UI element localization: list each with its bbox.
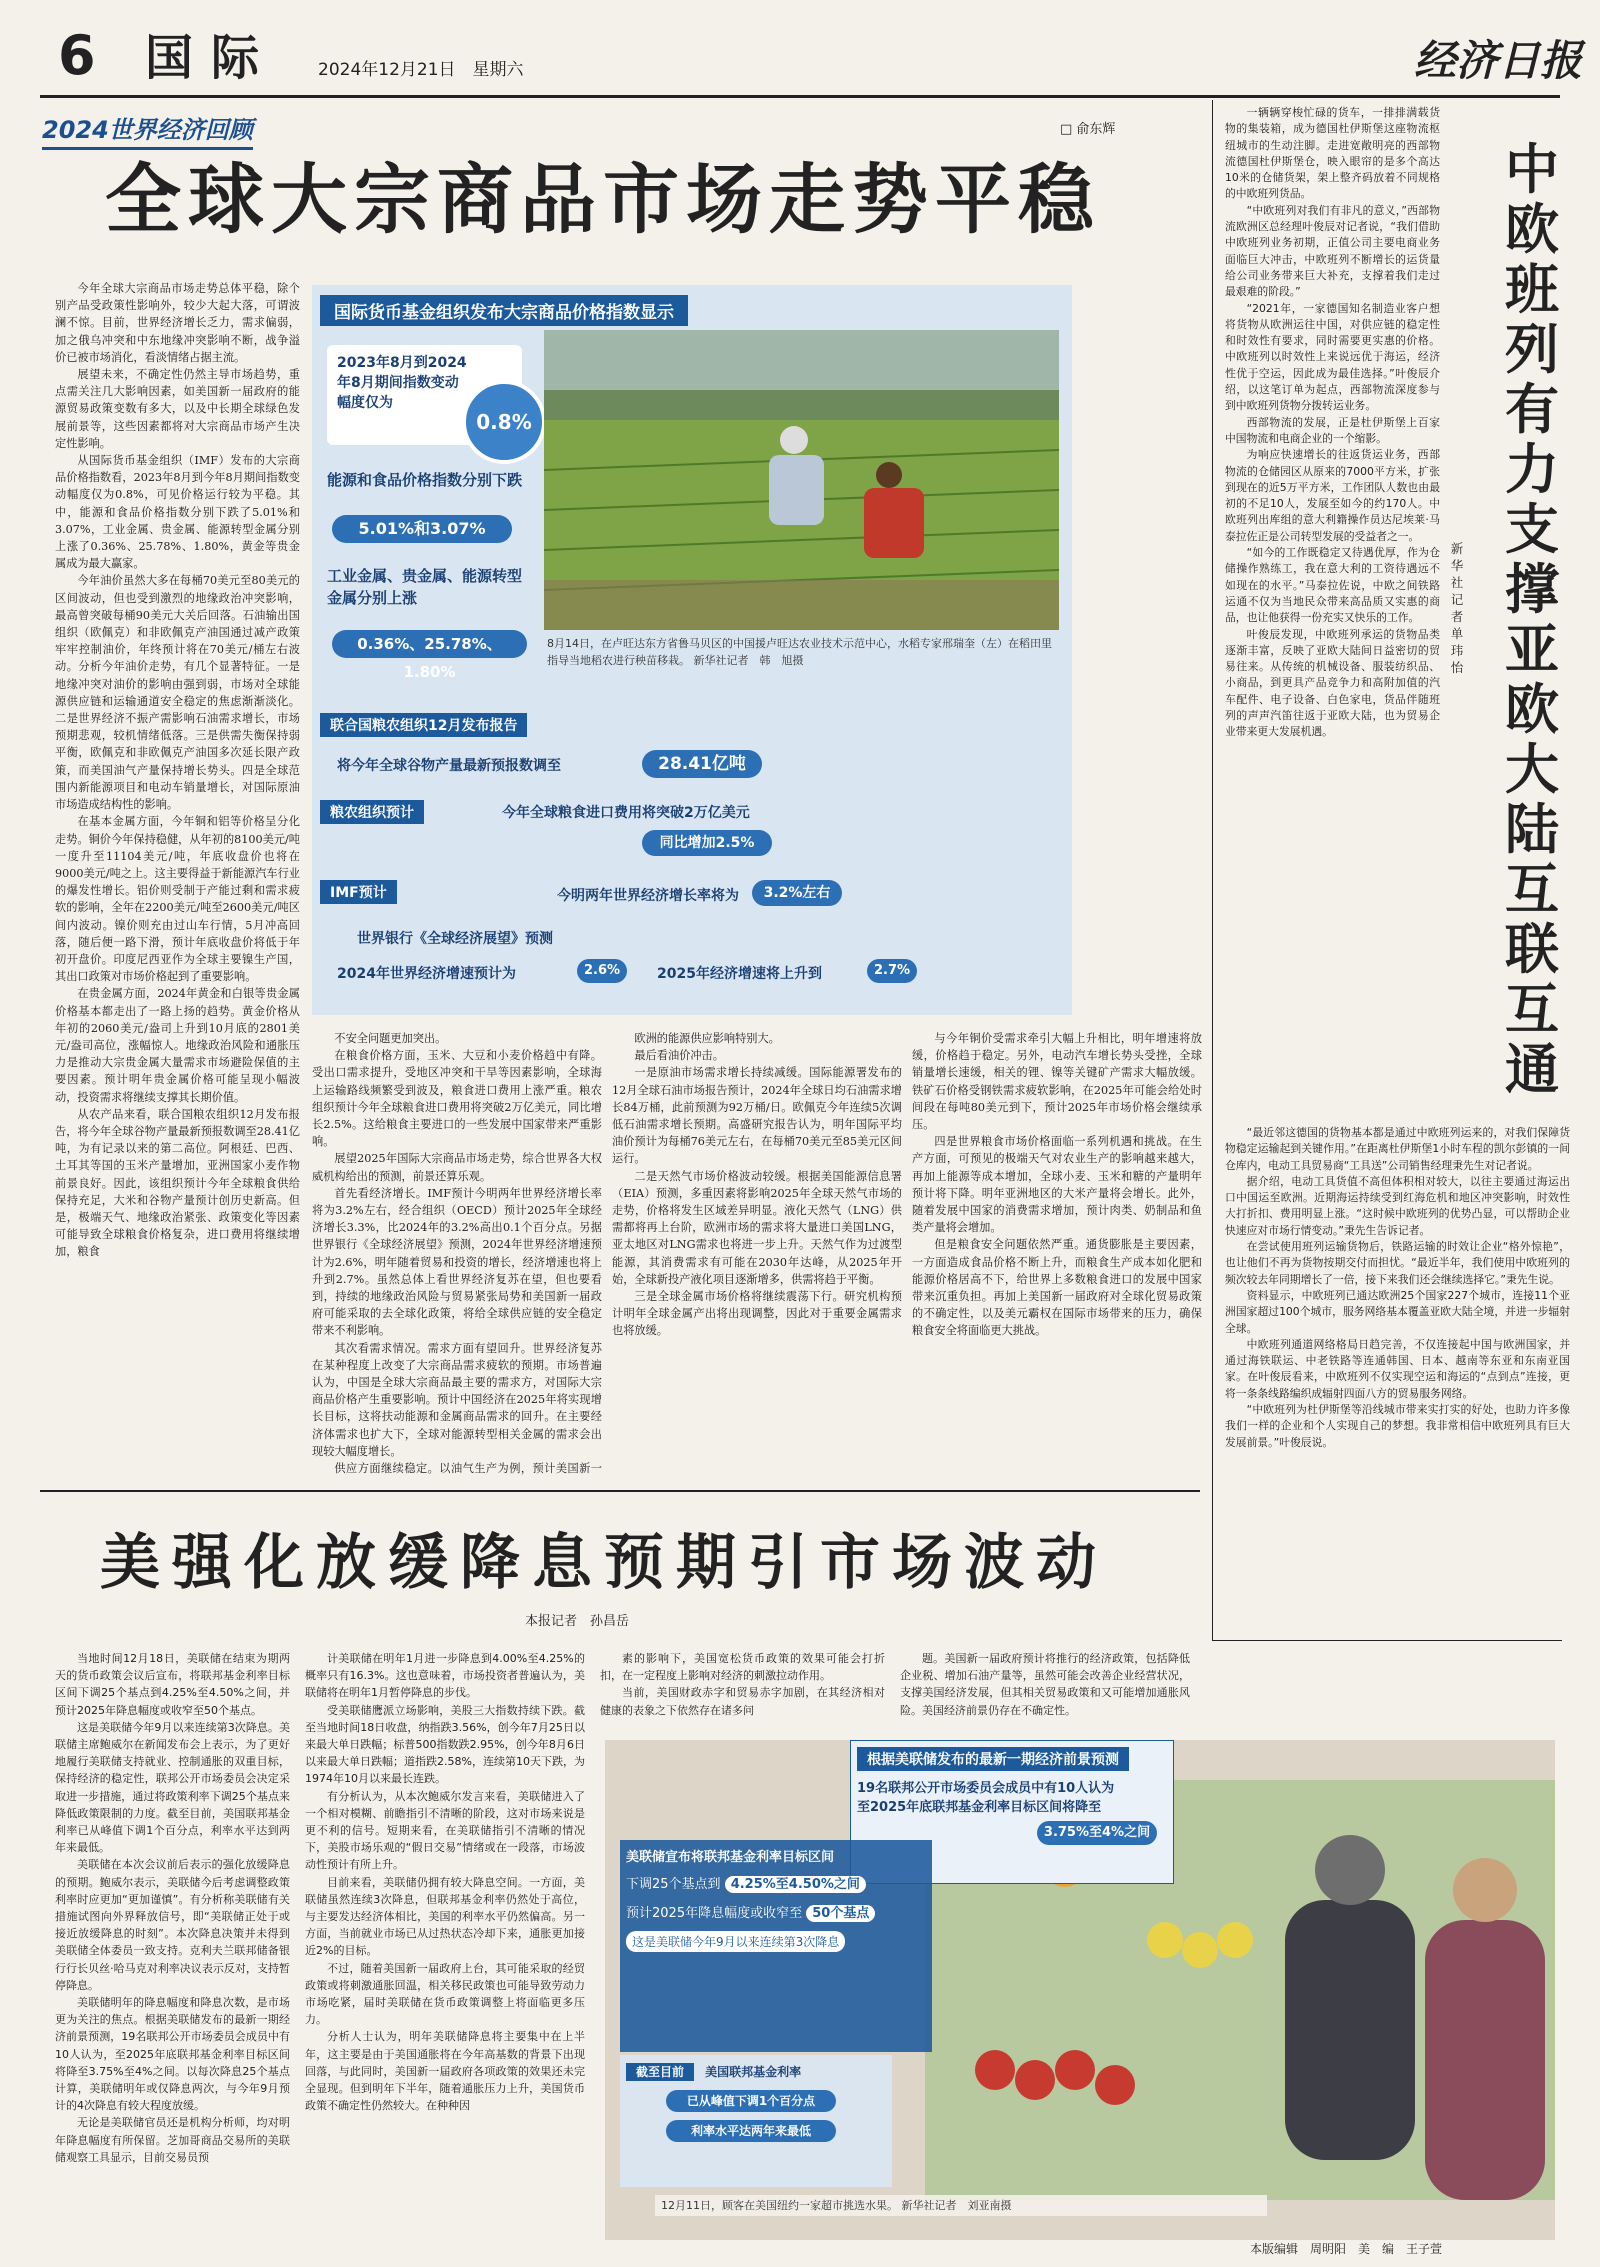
paragraph: 供应方面继续稳定。以油气生产为例，预计美国新一 [334, 1462, 602, 1475]
paragraph: 今年油价虽然大多在每桶70美元至80美元的区间波动，但也受到激烈的地缘政治冲突影响，最高曾突破每桶90美元大关后回落。石油输出国组织（欧佩克）和非欧佩克产油国通过减产政策牢牢控制油价，年终预计将在70美元/桶左右波动。分析今年油价走势，有几个显著特征。一是地缘冲突对油价的影响由强到弱，市场对全球能源供应链和运输通道安全稳定的焦虑渐渐淡化。二是世界经济不振产需影响石油需求增长，市场预期悲观，较机情绪低落。三是供需失衡保持弱平衡，欧佩克和非欧佩克产油国多次延长限产政策，而美国油气产量保持增长势头。四是全球范围内新能源项目和电动车销量增长，对国际原油市场造成结构性的影响。 [55, 574, 300, 812]
fed-rate-row2: 利率水平达两年来最低 [666, 2120, 836, 2142]
paragraph: 美联储明年的降息幅度和降息次数，是市场更为关注的焦点。根据美联储发布的最新一期经济前景预测，19名联邦公开市场委员会成员中有10人认为，至2025年底联邦基金利率目标区间将降至3.75%至4%之间。以每次降息25个基点计算，美联储明年或仅降息两次，与今年9月预计的4次降息有较大程度放缓。 [55, 1996, 290, 2113]
wb-2025-label: 2025年经济增速将上升到 [657, 966, 822, 982]
fed-forecast-line1: 19名联邦公开市场委员会成员中有10人认为 [857, 1781, 1115, 1796]
paragraph: 从国际货币基金组织（IMF）发布的大宗商品价格指数看，2023年8月到今年8月期间指数变动幅度仅为0.8%，可见价格运行较为平稳。其中，能源和食品价格指数分别下跌了5.01%和3.07%，工业金属、贵金属、能源转型金属分别上涨了0.36%、25.78%、1.80%，黄金等贵金属成为最大赢家。 [55, 454, 300, 571]
paragraph: 这是美联储今年9月以来连续第3次降息。美联储主席鲍威尔在新闻发布会上表示，为了更好地履行美联储支持就业、控制通胀的双重目标，保持经济的稳定性，联邦公开市场委员会决定采取进一步措施，通过将政策利率下调25个基点来降低政策限制的力度。截至目前，美国联邦基金利率已从峰值下调1个百分点，利率水平达到两年来最低。 [55, 1720, 290, 1855]
photo-caption-text: 8月14日，在卢旺达东方省鲁马贝区的中国援卢旺达农业技术示范中心，水稻专家邢瑞奎（左）在稻田里指导当地稻农进行秧苗移栽。 [547, 637, 1052, 667]
fed-decision-row2-value: 50个基点 [806, 1905, 875, 1922]
paragraph: 当前，美国财政赤字和贸易赤字加剧，在其经济相对健康的表象之下依然存在诸多问 [600, 1686, 885, 1717]
editors-credit: 本版编辑 周明阳 美 编 王子萱 [1250, 2242, 1443, 2256]
sidebar-column-top [1225, 105, 1440, 1115]
imf-growth-value: 3.2%左右 [752, 880, 842, 906]
fed-decision-row2-label: 预计2025年降息幅度或收窄至 [626, 1906, 803, 1921]
grain-output-label: 将今年全球谷物产量最新预报数调至 [337, 758, 561, 774]
article1-kicker: 2024世界经济回顾 [42, 110, 253, 150]
paragraph: 不过，随着美国新一届政府上台，其可能采取的经贸政策或将刺激通胀回温，相关移民政策也可能导致劳动力市场吃紧，届时美联储在货币政策调整上将面临更多压力。 [305, 1961, 585, 2027]
article1-byline: □ 俞东辉 [1060, 122, 1116, 137]
fed-decision-panel [620, 1840, 932, 2052]
paragraph: 当地时间12月18日，美联储在结束为期两天的货币政策会议后宣布，将联邦基金利率目标区间下调25个基点到4.25%至4.50%之间，并预计2025年降息幅度或收窄至50个基点。 [55, 1652, 290, 1717]
paragraph: 有分析认为，从本次鲍威尔发言来看，美联储进入了一个相对模糊、前瞻指引不清晰的阶段，这对市场来说是更不利的信号。短期来看，在美联储指引不清晰的情况下，美股市场乐观的“假日交易”情绪或在一段落，市场波动性预计有所上升。 [305, 1789, 585, 1872]
fao-report-tag: 联合国粮农组织12月发布报告 [320, 713, 527, 737]
paragraph: 一是原油市场需求增长持续减缓。国际能源署发布的12月全球石油市场报告预计，2024年全球日均石油需求增长84万桶，此前预测为92万桶/日。欧佩克今年连续5次调低石油需求增长预期。高盛研究报告认为，明年国际平均油价预计为每桶76美元左右，在每桶70美元至85美元区间运行。 [612, 1066, 902, 1166]
paragraph: 不安全问题更加突出。 [334, 1032, 447, 1045]
article2-byline: 本报记者 孙昌岳 [525, 1614, 630, 1629]
paragraph: 计美联储在明年1月进一步降息到4.00%至4.25%的概率只有16.3%。这也意味着，市场投资者普遍认为，美联储将在明年1月暂停降息的步伐。 [305, 1652, 585, 1700]
fed-decision-row2 [626, 1902, 926, 1921]
paragraph: 在粮食价格方面，玉米、大豆和小麦价格趋中有降。受出口需求提升，受地区冲突和干旱等因素影响，全球海上运输路线频繁受到波及，粮食进口费用上涨严重。粮农组织预计今年全球粮食进口费用将突破2万亿美元，同比增长2.5%。这给粮食主要进口的一些发展中国家带来严重影响。 [312, 1049, 602, 1149]
metals-value: 0.36%、25.78%、1.80% [332, 630, 527, 658]
fed-rate-tag: 截至目前 [626, 2063, 694, 2081]
fed-forecast-value: 3.75%至4%之间 [1037, 1821, 1157, 1845]
paragraph: 叶俊辰发现，中欧班列承运的货物品类逐渐丰富，反映了亚欧大陆间日益密切的贸易往来。从传统的机械设备、服装纺织品、小商品，到更具产品竞争力和高附加值的汽车配件、电子设备、白色家电，货品伴随班列的声声汽笛往返于亚欧大陆，也为贸易企业带来更大发展机遇。 [1225, 627, 1440, 739]
fed-photo-caption-text: 12月11日，顾客在美国纽约一家超市挑选水果。 [661, 2199, 898, 2212]
paragraph: 一辆辆穿梭忙碌的货车，一排排满载货物的集装箱，成为德国杜伊斯堡这座物流枢纽城市的生动注脚。走进宽敞明亮的西部物流德国杜伊斯堡仓，映入眼帘的是多个高达10米的仓储货架，架上整齐码放着不同规格的中欧班列货品。 [1225, 106, 1440, 201]
paragraph: 受美联储鹰派立场影响，美股三大指数持续下跌。截至当地时间18日收盘，纳指跌3.56%，创今年7月25日以来最大单日跌幅；标普500指数跌2.95%，创今年8月6日以来最大单日跌幅；道指跌2.58%，连续第10天下跌，为1974年10月以来最长连跌。 [305, 1703, 585, 1786]
paragraph: 最后看油价冲击。 [634, 1049, 724, 1063]
fed-decision-row1-label: 下调25个基点到 [626, 1877, 721, 1892]
paragraph: 据介绍，电动工具货值不高但体积相对较大，以往主要通过海运出口中国运至欧洲。近期海运持续受到红海危机和地区冲突影响，时效性大打折扣、费用明显上涨。“这时候中欧班列的优势凸显，可以帮助企业快速应对市场行情变动。”秉先生告诉记者。 [1225, 1174, 1570, 1237]
article2-column-2 [305, 1650, 585, 2240]
article2-column-3 [600, 1650, 885, 1730]
paragraph: 今年全球大宗商品市场走势总体平稳，除个别产品受政策性影响外，较少大起大落，可谓波澜不惊。目前，世界经济增长乏力，需求偏弱，加之俄乌冲突和中东地缘冲突影响不断，战争溢价已被市场消化，看淡情绪占据主流。 [55, 282, 300, 364]
article2-headline: 美强化放缓降息预期引市场波动 [100, 1528, 1108, 1598]
fed-rate-panel [620, 2055, 892, 2187]
fed-decision-row1-value: 4.25%至4.50%之间 [725, 1876, 866, 1893]
sidebar-byline: 新华社记者 单玮怡 [1450, 541, 1476, 675]
paragraph: 从农产品来看，联合国粮农组织12月发布报告，将今年全球谷物产量最新预报数调至28.41亿吨，为有记录以来的第二高位。阿根廷、巴西、土耳其等国的玉米产量增加，亚洲国家小麦作物前景良好。因此，该组织预计今年全球粮食供给保持充足，大米和谷物产量预计创历史新高。但是，极端天气、地缘政治紧张、政策变化等因素可能导致全球粮食价格复杂，进口费用将继续增加，粮食 [55, 1107, 300, 1259]
sidebar-rule [1212, 100, 1213, 1640]
paragraph: 展望2025年国际大宗商品市场走势，综合世界各大权威机构给出的预测，前景还算乐观。 [312, 1152, 602, 1183]
paragraph: “中欧班列对我们有非凡的意义，”西部物流欧洲区总经理叶俊辰对记者说，“我们借助中欧班列业务初期，正值公司主要电商业务面临巨大冲击，中欧班列不断增长的运货量给公司业务带来巨大补充，支撑着我们走过最艰难的阶段。” [1225, 203, 1440, 299]
fao-forecast-tag: 粮农组织预计 [320, 800, 424, 824]
paragraph: 中欧班列通道网络格局日趋完善，不仅连接起中国与欧洲国家，并通过海铁联运、中老铁路等连通韩国、日本、越南等东亚和东南亚国家。在叶俊辰看来，中欧班列不仅实现空运和海运的“点到点”连接，更将一条条线路编织成辐射四面八方的贸易服务网络。 [1225, 1337, 1570, 1400]
infographic-title: 国际货币基金组织发布大宗商品价格指数显示 [320, 295, 688, 326]
sidebar-bottom-rule [1212, 1640, 1562, 1641]
paragraph: “中欧班列为杜伊斯堡等沿线城市带来实打实的好处，也助力许多像我们一样的企业和个人实现自己的梦想。我非常相信中欧班列具有巨大发展前景。”叶俊辰说。 [1225, 1403, 1570, 1449]
paragraph: 素的影响下，美国宽松货币政策的效果可能会打折扣，在一定程度上影响对经济的刺激拉动作用。 [600, 1652, 885, 1683]
index-change-label: 2023年8月到2024年8月期间指数变动幅度仅为 [337, 355, 467, 411]
sidebar-column-bottom [1225, 1125, 1570, 1635]
paragraph: 在尝试使用班列运输货物后，铁路运输的时效让企业“格外惊艳”，也让他们不再为货物按期交付而担忧。“最近半年，我们使用中欧班列的频次较去年同期增长了一倍，接下来我们还会继续选择它。”秉先生说。 [1225, 1240, 1570, 1286]
metals-label: 工业金属、贵金属、能源转型金属分别上涨 [327, 567, 523, 607]
paragraph: 展望未来，不确定性仍然主导市场趋势，重点需关注几大影响因素，如美国新一届政府的能源贸易政策变数有多大，以及中长期全球绿色发展前景等，这些因素都将对大宗商品市场产生决定性影响。 [55, 368, 300, 450]
paragraph: 题。美国新一届政府预计将推行的经济政策，包括降低企业税、增加石油产量等，虽然可能会改善企业经营状况，支撑美国经济发展，但其相关贸易政策和又可能增加通胀风险。美国经济前景仍存在不确定性。 [900, 1652, 1190, 1717]
rice-field-photo [544, 330, 1059, 630]
food-import-label: 今年全球粮食进口费用将突破2万亿美元 [502, 805, 750, 821]
paragraph: 分析人士认为，明年美联储降息将主要集中在上半年，这主要是由于美国通胀将在今年高基数的背景下出现回落，与此同时，美国新一届政府各项政策的效果还未完全显现。但到明年下半年，随着通胀压力上升，美国货币政策不确定性仍然较大。在种种因 [305, 2030, 585, 2113]
paragraph: 其次看需求情况。需求方面有望回升。世界经济复苏在某种程度上改变了大宗商品需求疲软的预期。市场普遍认为，中国是全球大宗商品最主要的需求方，对国际大宗商品价格产生重要影响。预计中国经济在2025年将实现增长目标，这将扶动能源和金属商品需求的回升。在主要经济体需求也扩大下，全球对能源转型相关金属的需求会出现较大幅度增长。 [312, 1341, 602, 1458]
dateline: 2024年12月21日 星期六 [318, 60, 524, 80]
photo-caption [547, 635, 1057, 669]
paragraph: 欧洲的能源供应影响特别大。 [634, 1032, 780, 1045]
fed-rate-row1: 已从峰值下调1个百分点 [666, 2090, 836, 2112]
paragraph: 资料显示，中欧班列已通达欧洲25个国家227个城市，连接11个亚洲国家超过100个城市，服务网络基本覆盖亚欧大陆全境，并进一步辐射全球。 [1225, 1288, 1570, 1335]
page-number: 6 [58, 24, 96, 87]
imf-forecast-tag: IMF预计 [320, 880, 397, 904]
article1-column-2 [312, 1030, 602, 1475]
fed-decision-row3: 这是美联储今年9月以来连续第3次降息 [626, 1931, 845, 1952]
paragraph: 西部物流的发展，正是杜伊斯堡上百家中国物流和电商企业的一个缩影。 [1225, 415, 1440, 445]
fed-decision-title: 美联储宣布将联邦基金利率目标区间 [626, 1850, 835, 1865]
newspaper-logo: 经济日报 [1413, 36, 1582, 85]
energy-food-label: 能源和食品价格指数分别下跌 [327, 471, 523, 489]
world-bank-label: 世界银行《全球经济展望》预测 [357, 931, 553, 947]
section-divider [40, 1490, 1200, 1492]
fed-forecast-line2: 至2025年底联邦基金利率目标区间将降至 [857, 1800, 1102, 1815]
paragraph: 但是粮食安全问题依然严重。通货膨胀是主要因素，一方面造成食品价格不断上升，而粮食生产成本如化肥和能源价格居高不下，给世界上多数粮食进口的发展中国家带来沉重负担。再加上美国新一届政府对全球化贸易政策的不确定性，以及美元霸权在国际市场带来的压力，确保粮食安全将面临更大挑战。 [912, 1238, 1202, 1338]
fed-photo-caption [655, 2195, 1267, 2216]
fed-decision-row1 [626, 1873, 926, 1892]
paragraph: 目前来看，美联储仍拥有较大降息空间。一方面，美联储虽然连续3次降息，但联邦基金利率仍然处于高位，与主要发达经济体相比，美国的利率水平仍然偏高。另一方面，当前就业市场已从过热状态冷却下来，通胀更加接近2%的目标。 [305, 1875, 585, 1958]
commodity-infographic [312, 285, 1072, 1015]
article2-column-4 [900, 1650, 1190, 1730]
index-change-value: 0.8% [462, 380, 546, 464]
paragraph: 在贵金属方面，2024年黄金和白银等贵金属价格基本都走出了一路上扬的趋势。黄金价格从年初的2060美元/盎司上升到10月底的2801美元/盎司高位，涨幅惊人。地缘政治风险和通胀压力是推动大宗贵金属大量需求市场避险保值的主要因素。预计明年贵金属价格可能呈现小幅波动，投资需求将继续支撑其长期价值。 [55, 987, 300, 1104]
paragraph: “如今的工作既稳定又待遇优厚，作为仓储操作熟练工，我在意大利的工资待遇远不如现在的水平。”马泰拉佐说，中欧之间铁路运通不仅为当地民众带来高品质又实惠的商品，也让他获得一份充实又快乐的工作。 [1225, 546, 1440, 625]
energy-food-value: 5.01%和3.07% [332, 515, 512, 543]
imf-growth-label: 今明两年世界经济增长率将为 [557, 888, 739, 904]
food-import-value: 同比增加2.5% [642, 830, 772, 856]
fed-rate-title: 美国联邦基金利率 [705, 2065, 802, 2079]
masthead-rule [40, 95, 1560, 98]
fed-photo-credit: 新华社记者 刘亚南摄 [901, 2199, 1012, 2212]
paragraph: 与今年铜价受需求牵引大幅上升相比，明年增速将放缓，价格趋于稳定。另外，电动汽车增长势头受挫，全球销量增长速缓，相关的锂、镍等关键矿产需求大幅放缓。铁矿石价格受钢铁需求疲软影响，在2025年可能会给处时间段在每吨80美元到下，预计2025年市场价格会继续承压。 [912, 1032, 1202, 1132]
paragraph: 为响应快速增长的往返货运业务，西部物流的仓储园区从原来的7000平方米，扩张到现在的近5万平方米，工作团队人数也由最初的不足10人，发展至如今的约170人。中欧班列出库组的意大利籍操作员达尼埃莱·马泰拉佐正是公司转型发展的受益者之一。 [1225, 448, 1440, 543]
paragraph: “最近邻这德国的货物基本都是通过中欧班列运来的，对我们保障货物稳定运输起到关键作用。”在距离杜伊斯堡1小时车程的凯尔彭镇的一间仓库内，电动工具贸易商“工具送”公司销售经理秉先生对记者说。 [1225, 1126, 1570, 1172]
fed-forecast-tag: 根据美联储发布的最新一期经济前景预测 [857, 1747, 1129, 1771]
article1-column-1 [55, 280, 300, 1475]
paragraph: 美联储在本次会议前后表示的强化放缓降息的预期。鲍威尔表示，美联储今后考虑调整政策利率时应更加“更加谨慎”。有分析称美联储有关措施试图向外界释放信号，即“美联储正处于或接近放缓降息的时刻”。本次降息决策并未得到美联储全体委员一致支持。克利夫兰联邦储备银行行长贝丝·哈马克对利率决议表示反对，支持暂停降息。 [55, 1858, 290, 1992]
wb-2024-label: 2024年世界经济增速预计为 [337, 966, 516, 982]
paragraph: 首先看经济增长。IMF预计今明两年世界经济增长率将为3.2%左右，经合组织（OECD）预计2025年全球经济增长3.3%，比2024年的3.2%高出0.1个百分点。另据世界银行《全球经济展望》预测，2024年世界经济增速预计为2.6%，明年随着贸易和投资的增长，经济增速也将上升到2.7%。虽然总体上看世界经济复苏在望，但也要看到，持续的地缘政治风险与贸易紧张局势和美国新一届政府可能采取的去全球化政策，将给全球供应链的安全稳定带来不利影响。 [312, 1186, 602, 1338]
paragraph: 在基本金属方面，今年铜和铝等价格呈分化走势。铜价今年保持稳健，从年初的8100美元/吨一度升至11104美元/吨，年底收盘价也将在9000美元/吨之上。这主要得益于新能源汽车行业的爆发性增长。铝价则受制于产能过剩和需求疲软的影响，全年在2200美元/吨至2600美元/吨区间内波动。镍价则充由过山车行情，5月冲高回落，随后便一路下滑，预计年底收盘价将低于年初开盘价。印度尼西亚作为全球主要镍生产国，其出口政策对市场价格起到了重要影响。 [55, 815, 300, 984]
paragraph: 四是世界粮食市场价格面临一系列机遇和挑战。在生产方面，可预见的极端天气对农业生产的影响越来越大，再加上能源等成本增加，全球小麦、玉米和糖的产量明年预计将下降。明年亚洲地区的大米产量将会增长。此外，随着发展中国家的消费需求增加，预计肉类、奶制品和鱼类产量将会增加。 [912, 1135, 1202, 1235]
grain-output-value: 28.41亿吨 [642, 750, 762, 778]
article1-headline: 全球大宗商品市场走势平稳 [105, 155, 1101, 244]
wb-2025-value: 2.7% [867, 959, 917, 983]
wb-2024-value: 2.6% [577, 959, 627, 983]
article1-column-3 [612, 1030, 902, 1475]
fed-infographic [605, 1740, 1555, 2240]
sidebar-headline: 中欧班列有力支撑亚欧大陆互联互通 [1505, 138, 1559, 1101]
section-title: 国际 [145, 30, 278, 86]
paragraph: 二是天然气市场价格波动较缓。根据美国能源信息署（EIA）预测，多重因素将影响2025年全球天然气市场的走势，价格将发生区域差异明显。液化天然气（LNG）供需都将再上台阶，欧洲市场的需求将大量进口美国LNG，亚太地区对LNG需求也将进一步上升。天然气作为过渡型能源，其消费需求有可能在2030年达峰，从2025年开始，全球新投产液化项目逐渐增多，供需将趋于平衡。 [612, 1169, 902, 1286]
paragraph: 三是全球金属市场价格将继续震荡下行。研究机构预计明年全球金属产出将出现调整，因此对于重要金属需求也将放缓。 [612, 1290, 902, 1338]
photo-credit: 新华社记者 韩 旭摄 [693, 654, 804, 667]
article2-column-1 [55, 1650, 290, 2240]
paragraph: 无论是美联储官员还是机构分析师，均对明年降息幅度有所保留。芝加哥商品交易所的美联储观察工具显示，目前交易员预 [55, 2116, 290, 2164]
article1-column-4 [912, 1030, 1202, 1475]
paragraph: “2021年，一家德国知名制造业客户想将货物从欧洲运往中国，对供应链的稳定性和时效性有要求，同时需要更实惠的价格。中欧班列以时效性上来说远优于海运，经济性优于空运，因此成为最佳选择。”叶俊辰介绍，以这笔订单为起点，西部物流深度参与到中欧班列货物分拨转运业务。 [1225, 301, 1440, 413]
